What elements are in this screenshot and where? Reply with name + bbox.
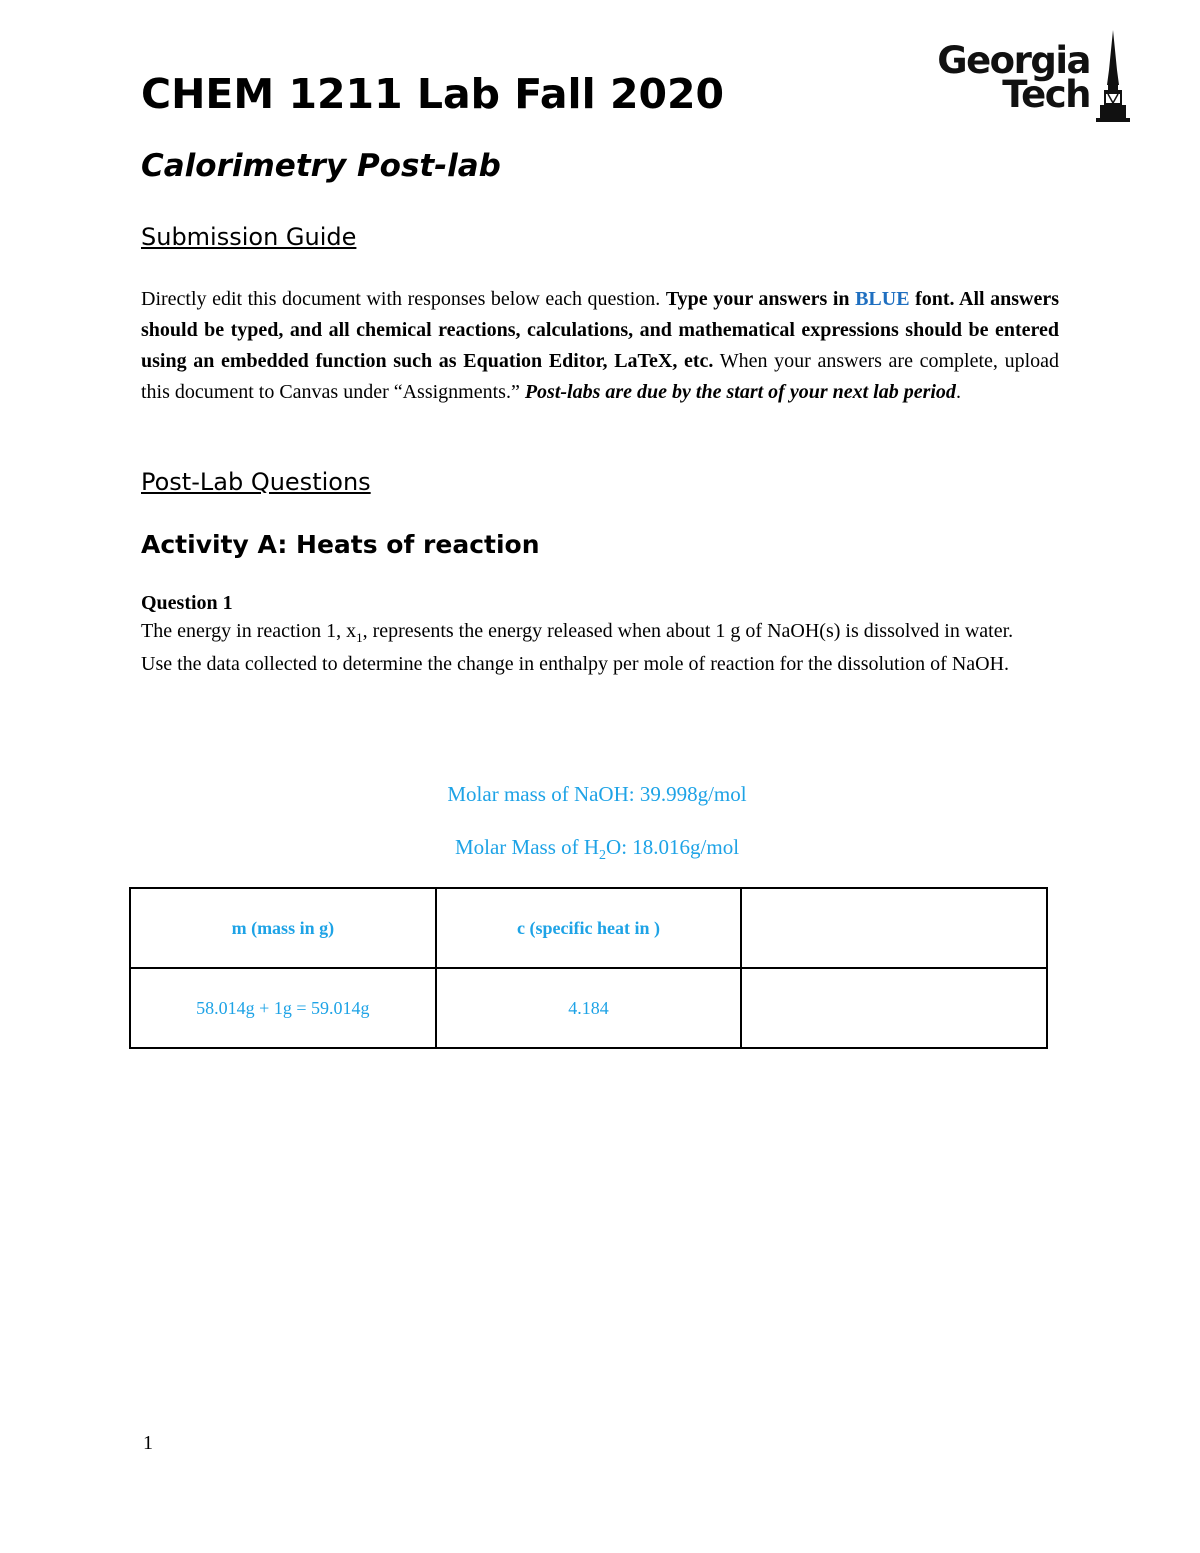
- question-1-text: [141, 618, 1021, 678]
- instructions-bold-1: Type your answers in: [665, 288, 856, 310]
- table-header-row: [130, 888, 1047, 968]
- tech-tower-icon: [1096, 30, 1130, 122]
- instructions-text-1: Directly edit this document with responses below each question.: [141, 288, 666, 310]
- table-row: [130, 968, 1047, 1048]
- post-lab-questions-heading: Post-Lab Questions: [141, 468, 371, 496]
- table-cell: 4.184: [436, 968, 742, 1048]
- instructions-due-note: Post-labs are due by the start of your next lab period: [524, 381, 956, 403]
- logo-word-georgia: Georgia: [937, 39, 1090, 82]
- answer-molar-mass-naoh: Molar mass of NaOH: 39.998g/mol: [447, 782, 747, 806]
- logo-word-tech: Tech: [1002, 73, 1090, 116]
- answer-line2-subscript: 2: [599, 848, 607, 864]
- answer-line2-a: Molar Mass of H: [454, 835, 600, 859]
- instructions-text-2: When your answers are complete, upload this document to Canvas under “Assignments.”: [141, 350, 1059, 403]
- page-number: 1: [143, 1432, 153, 1454]
- answer-table: [129, 887, 1048, 1049]
- activity-a-heading: Activity A: Heats of reaction: [141, 530, 540, 559]
- table-header-cell: m (mass in g): [130, 888, 436, 968]
- answer-line2-b: O: 18.016g/mol: [606, 835, 740, 859]
- table-cell: 58.014g + 1g = 59.014g: [130, 968, 436, 1048]
- table-header-cell: [741, 888, 1047, 968]
- document-subtitle: Calorimetry Post-lab: [141, 148, 501, 184]
- answer-molar-mass-h2o: [0, 835, 1194, 865]
- instructions-bold-2: font. All answers should be typed, and all chemical reactions, calculations, and mathematical expressions should be entered using an embedded function such as Equation Editor, LaTeX, etc.: [141, 288, 1059, 372]
- submission-guide-heading: Submission Guide: [141, 223, 357, 251]
- submission-instructions: [141, 284, 1059, 408]
- instructions-end: .: [955, 381, 961, 403]
- georgia-tech-logo: [916, 30, 1130, 122]
- table-header-cell: c (specific heat in ): [436, 888, 742, 968]
- question-1-subscript: 1: [356, 630, 363, 645]
- question-1-label: Question 1: [141, 592, 233, 614]
- instructions-blue-word: BLUE: [855, 288, 910, 310]
- table-cell: [741, 968, 1047, 1048]
- question-1-text-b: , represents the energy released when about 1 g of NaOH(s) is dissolved in water. Use the data collected to determine the change in enthalpy per mole of reaction for the dissolution of NaOH.: [141, 620, 1014, 675]
- document-title: CHEM 1211 Lab Fall 2020: [141, 70, 725, 118]
- question-1-text-a: The energy in reaction 1, x: [141, 620, 357, 642]
